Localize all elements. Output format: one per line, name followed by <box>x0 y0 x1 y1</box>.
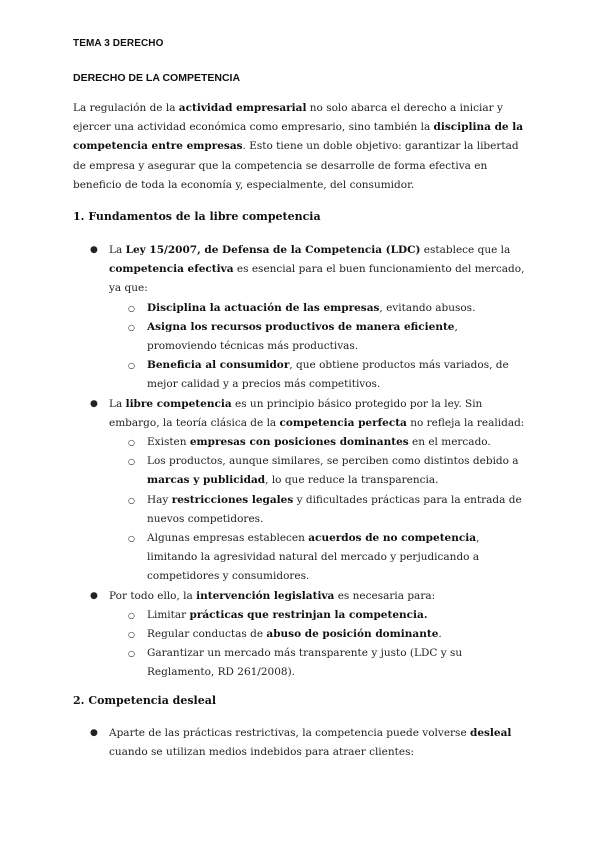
bullet-hollow-icon: ○ <box>128 610 135 620</box>
sub-item-bold: Beneficia al consumidor <box>147 359 290 372</box>
sub-list-item <box>128 452 530 490</box>
sub-list-item <box>128 356 530 394</box>
item-bold: desleal <box>470 727 512 739</box>
sub-item-text: y dificultades prácticas para la entrada de nuevos competidores. <box>147 493 522 525</box>
item-text: es un principio básico protegido por la ley. Sin embargo, la teoría clásica de la <box>109 397 483 429</box>
section-1-title: 1. Fundamentos de la libre competencia <box>73 210 321 223</box>
bullet-hollow-icon: ○ <box>128 361 135 371</box>
sub-item-bold: Asigna los recursos productivos de manera eficiente <box>147 320 455 333</box>
sub-list-item <box>128 491 530 529</box>
list-item <box>90 241 530 395</box>
list-item <box>90 395 530 587</box>
section-1-list <box>90 241 530 683</box>
item-text: Por todo ello, la <box>109 589 197 602</box>
sub-item-text: Existen <box>147 436 190 449</box>
sub-list <box>128 299 530 395</box>
sub-list <box>128 433 530 587</box>
sub-item-bold: Disciplina la actuación de las empresas <box>147 301 380 314</box>
sub-list-item <box>128 644 530 682</box>
sub-item-bold: acuerdos de no competencia <box>308 532 477 545</box>
sub-item-text: en el mercado. <box>408 436 491 449</box>
item-text: Aparte de las prácticas restrictivas, la competencia puede volverse <box>109 727 470 739</box>
intro-text-3: . Esto tiene un doble objetivo: garantizar la libertad de empresa y asegurar que la competencia se desarrolle de forma efectiva en beneficio de toda la economía y, especialmente, del consumidor. <box>73 140 519 191</box>
sub-list-item <box>128 625 530 644</box>
list-item <box>90 724 530 762</box>
item-bold: competencia efectiva <box>109 263 234 276</box>
intro-text-1: La regulación de la <box>73 102 179 114</box>
sub-item-text: , lo que reduce la transparencia. <box>265 474 439 487</box>
item-text: es esencial para el buen funcionamiento del mercado, ya que: <box>109 263 525 295</box>
sub-item-bold: restricciones legales <box>171 493 294 506</box>
item-bold: Ley 15/2007, de Defensa de la Competencia (LDC) <box>125 244 421 256</box>
bullet-filled-icon: ● <box>90 728 98 738</box>
intro-paragraph <box>73 99 533 195</box>
sub-item-text: Regular conductas de <box>147 628 267 641</box>
sub-item-text: . <box>438 628 442 641</box>
bullet-hollow-icon: ○ <box>128 438 135 448</box>
intro-text-2: no solo abarca el derecho a iniciar y ejercer una actividad económica como empresario, sino también la <box>73 102 503 134</box>
item-bold: competencia perfecta <box>279 416 407 429</box>
bullet-filled-icon: ● <box>90 245 98 255</box>
document-header: TEMA 3 DERECHO <box>73 38 164 49</box>
intro-bold-2: disciplina de la competencia entre empresas <box>73 121 524 153</box>
bullet-hollow-icon: ○ <box>128 630 135 640</box>
sub-item-bold: empresas con posiciones dominantes <box>189 436 409 449</box>
page-title: DERECHO DE LA COMPETENCIA <box>73 72 241 84</box>
sub-list-item <box>128 299 530 318</box>
bullet-hollow-icon: ○ <box>128 649 135 659</box>
item-text: es necesaria para: <box>334 589 436 602</box>
bullet-hollow-icon: ○ <box>128 322 135 332</box>
sub-list-item <box>128 433 530 452</box>
sub-item-bold: prácticas que restrinjan la competencia. <box>189 608 428 621</box>
item-text: no refleja la realidad: <box>406 416 525 429</box>
item-text: cuando se utilizan medios indebidos para atraer clientes: <box>109 746 414 759</box>
intro-bold-1: actividad empresarial <box>178 102 307 114</box>
bullet-hollow-icon: ○ <box>128 495 135 505</box>
item-text: La <box>109 397 126 410</box>
sub-item-bold: marcas y publicidad <box>147 474 266 487</box>
bullet-filled-icon: ● <box>90 398 98 409</box>
item-text: establece que la <box>420 244 511 256</box>
sub-item-text: Limitar <box>147 608 190 621</box>
section-2-title: 2. Competencia desleal <box>73 694 217 707</box>
section-2-list <box>90 724 530 762</box>
item-bold: intervención legislativa <box>196 589 335 602</box>
sub-item-text: Garantizar un mercado más transparente y justo (LDC y su Reglamento, RD 261/2008). <box>147 647 463 679</box>
sub-item-text: Algunas empresas establecen <box>147 532 309 545</box>
sub-list-item <box>128 529 530 587</box>
bullet-hollow-icon: ○ <box>128 457 135 467</box>
list-item <box>90 587 530 683</box>
sub-item-text: Los productos, aunque similares, se perciben como distintos debido a <box>147 455 519 468</box>
bullet-hollow-icon: ○ <box>128 303 135 313</box>
sub-item-bold: abuso de posición dominante <box>266 628 439 641</box>
sub-list-item <box>128 606 530 625</box>
sub-item-text: , limitando la agresividad natural del mercado y perjudicando a competidores y consumidores. <box>147 532 480 583</box>
bullet-hollow-icon: ○ <box>128 534 135 544</box>
sub-item-text: , que obtiene productos más variados, de mejor calidad y a precios más competitivos. <box>147 359 509 391</box>
bullet-filled-icon: ● <box>90 590 98 601</box>
sub-list-item <box>128 318 530 356</box>
sub-list <box>128 606 530 683</box>
sub-item-text: , evitando abusos. <box>379 301 476 314</box>
sub-item-text: Hay <box>147 493 172 506</box>
item-bold: libre competencia <box>125 397 232 410</box>
item-text: La <box>109 244 126 256</box>
sub-item-text: , promoviendo técnicas más productivas. <box>147 320 458 353</box>
